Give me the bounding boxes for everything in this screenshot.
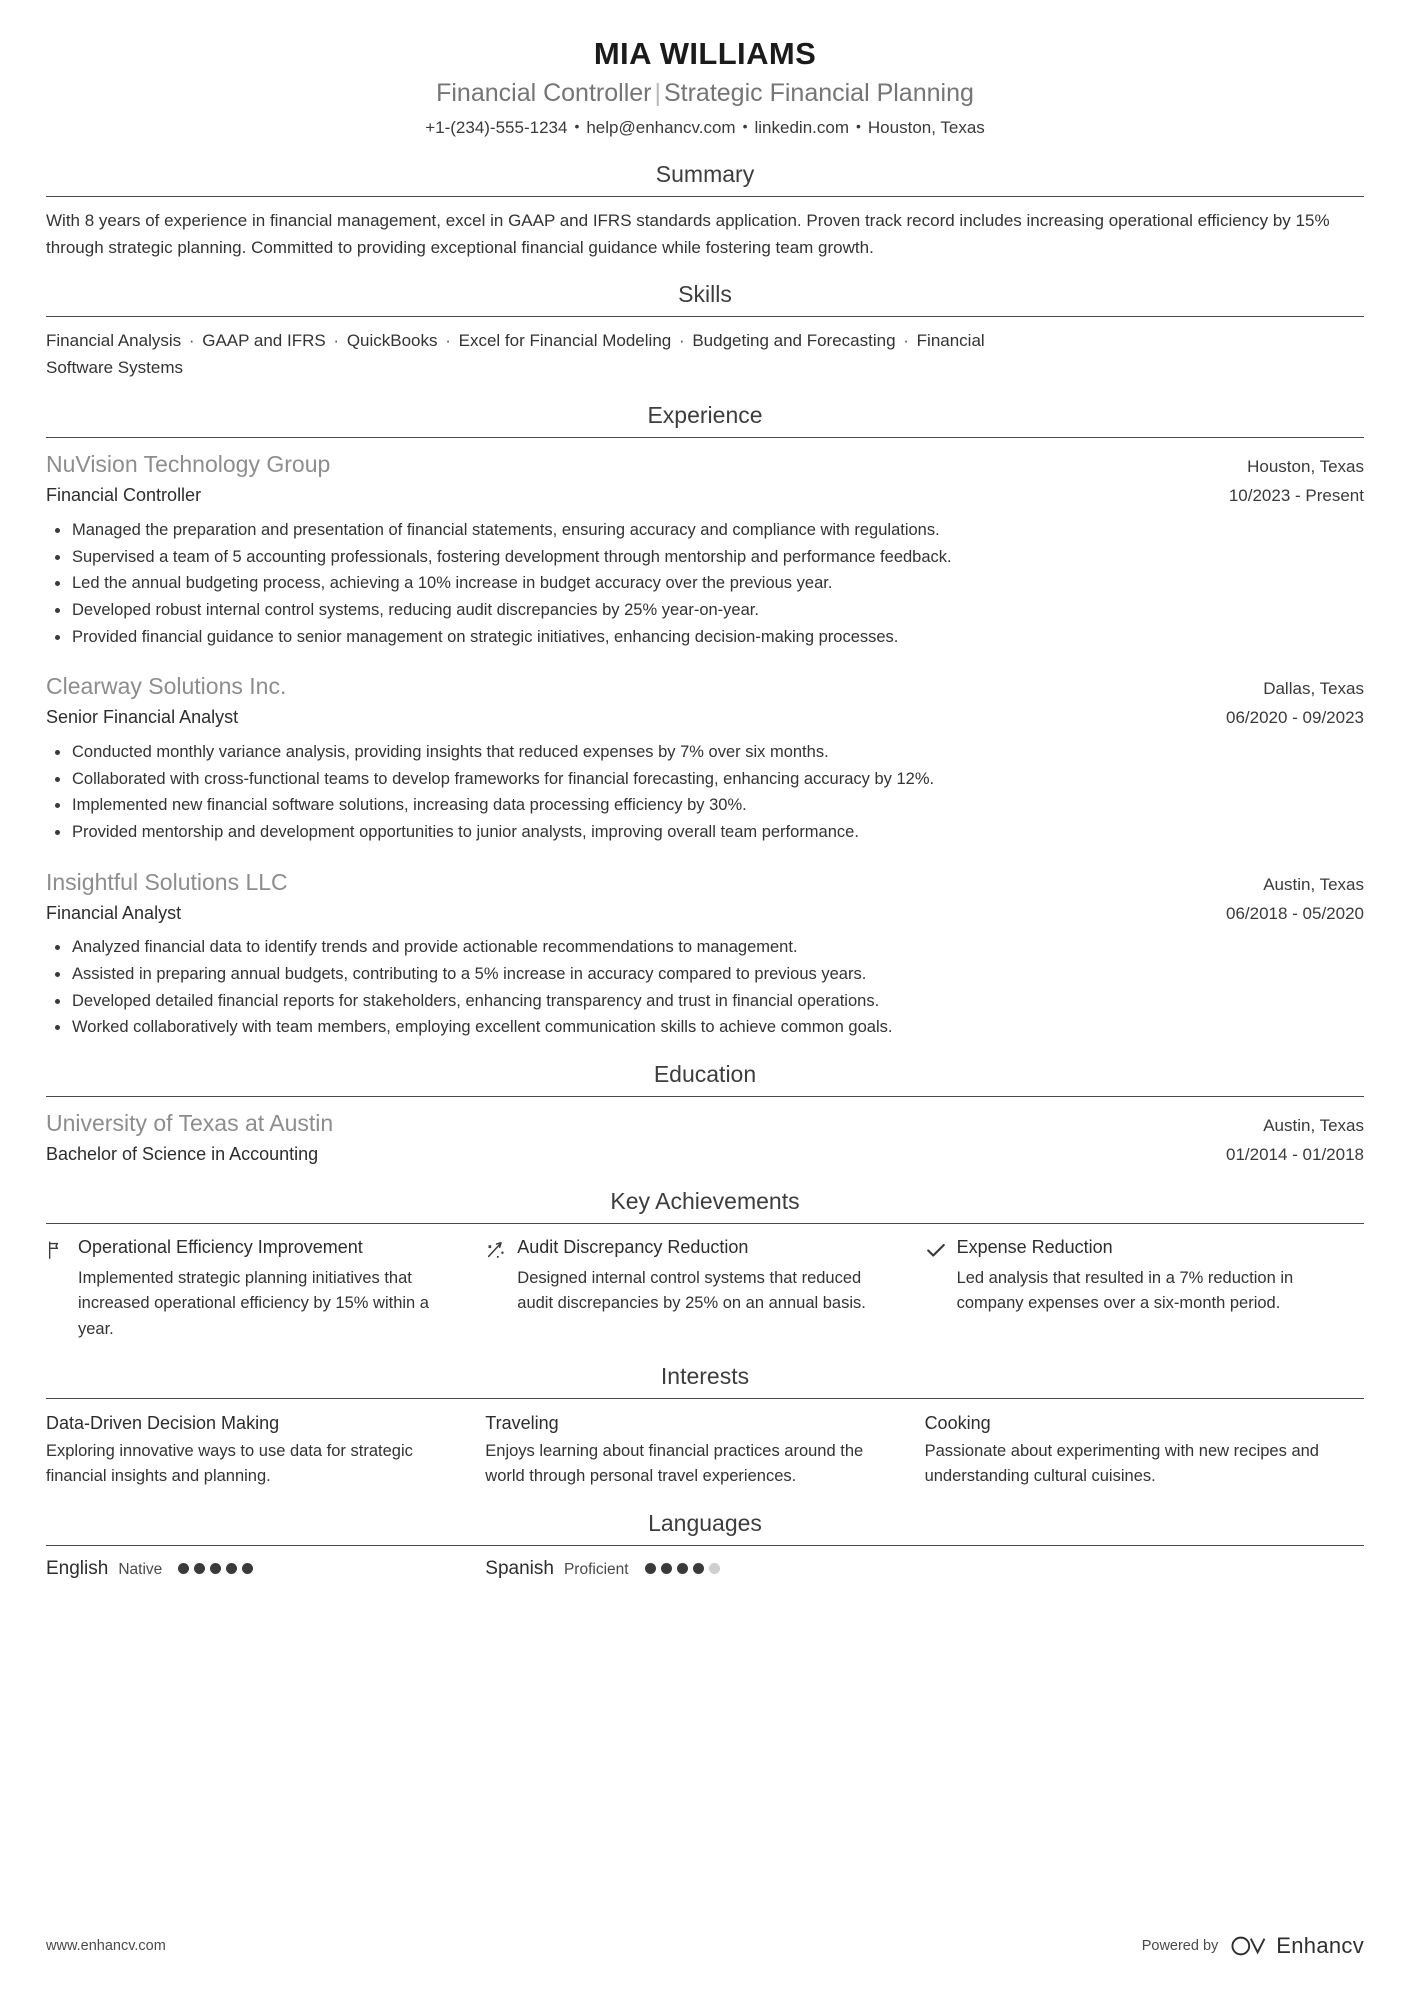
contact-separator-icon: • xyxy=(856,118,861,135)
interest-item xyxy=(46,1411,485,1490)
entry-org-row xyxy=(46,868,1364,898)
language-name: Spanish xyxy=(485,1558,554,1580)
contact-phone: +1-(234)-555-1234 xyxy=(425,118,568,138)
section-title-interests: Interests xyxy=(660,1362,750,1389)
entry-org-row xyxy=(46,450,1364,480)
enhancv-logo xyxy=(1229,1933,1364,1959)
skill-item: QuickBooks xyxy=(346,331,438,351)
check-icon xyxy=(925,1239,947,1261)
education-entries xyxy=(46,1097,1364,1168)
interests-list xyxy=(46,1399,1364,1490)
contact-location: Houston, Texas xyxy=(867,118,985,138)
proficiency-dot-filled xyxy=(677,1563,688,1574)
job-dates: 06/2020 - 09/2023 xyxy=(1225,708,1364,728)
footer-url[interactable]: www.enhancv.com xyxy=(46,1938,166,1954)
proficiency-dot-filled xyxy=(178,1563,189,1574)
experience-entry xyxy=(46,650,1364,845)
proficiency-dot-filled xyxy=(242,1563,253,1574)
proficiency-dot-filled xyxy=(226,1563,237,1574)
section-title-experience: Experience xyxy=(647,402,763,429)
entry-school-row xyxy=(46,1109,1364,1139)
language-proficiency-dots xyxy=(172,1563,253,1574)
enhancv-wordmark: Enhancv xyxy=(1276,1933,1364,1958)
achievement-header xyxy=(485,1236,890,1261)
experience-entry xyxy=(46,438,1364,650)
section-title-education: Education xyxy=(653,1061,757,1088)
section-interests xyxy=(46,1361,1364,1490)
responsibility-item: Collaborated with cross-functional teams to develop frameworks for financial forecasting, enhancing accuracy by 12%. xyxy=(46,766,1364,793)
interest-description: Exploring innovative ways to use data for strategic financial insights and planning. xyxy=(46,1441,413,1486)
skill-item: GAAP and IFRS xyxy=(202,331,326,351)
section-experience xyxy=(46,400,1364,1041)
interest-description: Passionate about experimenting with new recipes and understanding cultural cuisines. xyxy=(924,1441,1319,1486)
achievements-list xyxy=(46,1224,1364,1343)
employer-location: Houston, Texas xyxy=(1247,457,1364,477)
job-title: Financial Controller xyxy=(46,485,202,506)
section-skills xyxy=(46,279,1364,382)
responsibility-item: Analyzed financial data to identify trends and provide actionable recommendations to management. xyxy=(46,934,1364,961)
interest-item xyxy=(485,1411,924,1490)
achievement-description: Designed internal control systems that reduced audit discrepancies by 25% on an annual basis. xyxy=(517,1268,866,1313)
proficiency-dot-filled xyxy=(210,1563,221,1574)
entry-role-row xyxy=(46,702,1364,731)
proficiency-dot-filled xyxy=(194,1563,205,1574)
employer-name: NuVision Technology Group xyxy=(46,451,331,478)
proficiency-dot-filled xyxy=(693,1563,704,1574)
interest-title: Cooking xyxy=(924,1412,991,1433)
section-education xyxy=(46,1059,1364,1168)
achievement-title: Audit Discrepancy Reduction xyxy=(517,1236,749,1257)
school-location: Austin, Texas xyxy=(1263,1116,1364,1136)
flag-icon xyxy=(46,1239,68,1261)
headline-secondary: Strategic Financial Planning xyxy=(663,78,974,107)
responsibility-item: Developed robust internal control systems, reducing audit discrepancies by 25% year-on-year. xyxy=(46,597,1364,624)
skill-separator-icon: · xyxy=(184,331,200,351)
employer-name: Clearway Solutions Inc. xyxy=(46,673,287,700)
summary-text: With 8 years of experience in financial management, excel in GAAP and IFRS standards application. Proven track record includes increasing operational efficiency by 15% through strategic planning. Committed to providing exceptional financial guidance while fostering team growth. xyxy=(46,210,1330,257)
contact-email[interactable]: help@enhancv.com xyxy=(586,118,736,138)
candidate-name: MIA WILLIAMS xyxy=(593,36,817,71)
responsibility-item: Led the annual budgeting process, achieving a 10% increase in budget accuracy over the previous year. xyxy=(46,570,1364,597)
headline-divider: | xyxy=(654,78,661,107)
achievement-title: Operational Efficiency Improvement xyxy=(78,1236,363,1257)
job-dates: 10/2023 - Present xyxy=(1228,486,1364,506)
language-name: English xyxy=(46,1558,109,1580)
enhancv-mark-icon xyxy=(1229,1933,1269,1959)
headline-primary: Financial Controller xyxy=(436,78,652,107)
interest-title: Traveling xyxy=(485,1412,559,1433)
achievement-description: Led analysis that resulted in a 7% reduction in company expenses over a six-month period. xyxy=(956,1268,1294,1313)
sparkle-arrow-icon xyxy=(485,1239,507,1261)
section-title-achievements: Key Achievements xyxy=(610,1187,800,1214)
responsibility-list xyxy=(46,517,1364,651)
contact-line xyxy=(46,115,1364,141)
entry-org-row xyxy=(46,672,1364,702)
interest-item xyxy=(925,1411,1364,1490)
contact-separator-icon: • xyxy=(574,118,580,135)
proficiency-dot-filled xyxy=(645,1563,656,1574)
responsibility-item: Implemented new financial software solutions, increasing data processing efficiency by 30%. xyxy=(46,792,1364,819)
language-item xyxy=(485,1558,924,1580)
skill-item: Financial Software Systems xyxy=(46,331,985,378)
responsibility-item: Managed the preparation and presentation of financial statements, ensuring accuracy and compliance with regulations. xyxy=(46,517,1364,544)
responsibility-item: Developed detailed financial reports for stakeholders, enhancing transparency and trust in financial operations. xyxy=(46,988,1364,1015)
job-title: Financial Analyst xyxy=(46,902,182,923)
proficiency-dot-filled xyxy=(661,1563,672,1574)
responsibility-item: Assisted in preparing annual budgets, contributing to a 5% increase in accuracy compared to previous years. xyxy=(46,961,1364,988)
achievement-header xyxy=(925,1236,1330,1261)
contact-website[interactable]: linkedin.com xyxy=(754,118,849,138)
proficiency-dot-empty xyxy=(709,1563,720,1574)
contact-separator-icon: • xyxy=(742,118,748,135)
footer-brand-group xyxy=(1142,1933,1364,1959)
achievement-header xyxy=(46,1236,451,1261)
skill-separator-icon: · xyxy=(898,331,914,351)
achievement-description: Implemented strategic planning initiatives that increased operational efficiency by 15% within a year. xyxy=(78,1268,429,1338)
responsibility-item: Provided mentorship and development opportunities to junior analysts, improving overall team performance. xyxy=(46,819,1364,846)
skill-separator-icon: · xyxy=(328,331,344,351)
degree-dates: 01/2014 - 01/2018 xyxy=(1225,1145,1364,1165)
language-proficiency-dots xyxy=(639,1563,720,1574)
skill-separator-icon: · xyxy=(440,331,456,351)
language-level: Native xyxy=(118,1561,163,1579)
responsibility-item: Worked collaboratively with team members, employing excellent communication skills to achieve common goals. xyxy=(46,1014,1364,1041)
experience-entries xyxy=(46,438,1364,1041)
candidate-headline xyxy=(46,76,1364,112)
entry-role-row xyxy=(46,898,1364,927)
languages-list xyxy=(46,1546,1364,1580)
skill-item: Budgeting and Forecasting xyxy=(692,331,896,351)
skills-list xyxy=(46,317,1046,382)
skill-separator-icon: · xyxy=(674,331,690,351)
entry-role-row xyxy=(46,480,1364,509)
interest-description: Enjoys learning about financial practices around the world through personal travel experiences. xyxy=(485,1441,864,1486)
education-entry xyxy=(46,1097,1364,1168)
skill-item: Excel for Financial Modeling xyxy=(458,331,672,351)
responsibility-item: Supervised a team of 5 accounting professionals, fostering development through mentorship and performance feedback. xyxy=(46,544,1364,571)
page-footer xyxy=(46,1933,1364,1959)
interest-title: Data-Driven Decision Making xyxy=(46,1412,280,1433)
responsibility-item: Conducted monthly variance analysis, providing insights that reduced expenses by 7% over six months. xyxy=(46,739,1364,766)
skill-item: Financial Analysis xyxy=(46,331,182,351)
job-title: Senior Financial Analyst xyxy=(46,707,239,728)
resume-header xyxy=(46,34,1364,141)
powered-by-label: Powered by xyxy=(1141,1938,1219,1954)
achievement-title: Expense Reduction xyxy=(956,1236,1113,1257)
section-title-summary: Summary xyxy=(655,160,755,187)
job-dates: 06/2018 - 05/2020 xyxy=(1225,903,1364,923)
employer-name: Insightful Solutions LLC xyxy=(46,868,288,895)
employer-location: Austin, Texas xyxy=(1263,874,1364,894)
responsibility-item: Provided financial guidance to senior management on strategic initiatives, enhancing decision-making processes. xyxy=(46,624,1364,651)
employer-location: Dallas, Texas xyxy=(1263,679,1364,699)
section-summary xyxy=(46,159,1364,262)
responsibility-list xyxy=(46,739,1364,846)
entry-degree-row xyxy=(46,1139,1364,1168)
experience-entry xyxy=(46,846,1364,1041)
section-languages xyxy=(46,1508,1364,1580)
school-name: University of Texas at Austin xyxy=(46,1110,334,1137)
section-title-skills: Skills xyxy=(678,281,732,308)
language-item xyxy=(46,1558,485,1580)
achievement-item xyxy=(925,1236,1364,1343)
degree-name: Bachelor of Science in Accounting xyxy=(46,1144,319,1165)
section-achievements xyxy=(46,1186,1364,1343)
language-level: Proficient xyxy=(563,1561,629,1579)
responsibility-list xyxy=(46,934,1364,1041)
section-title-languages: Languages xyxy=(648,1509,762,1536)
achievement-item xyxy=(46,1236,485,1343)
achievement-item xyxy=(485,1236,924,1343)
